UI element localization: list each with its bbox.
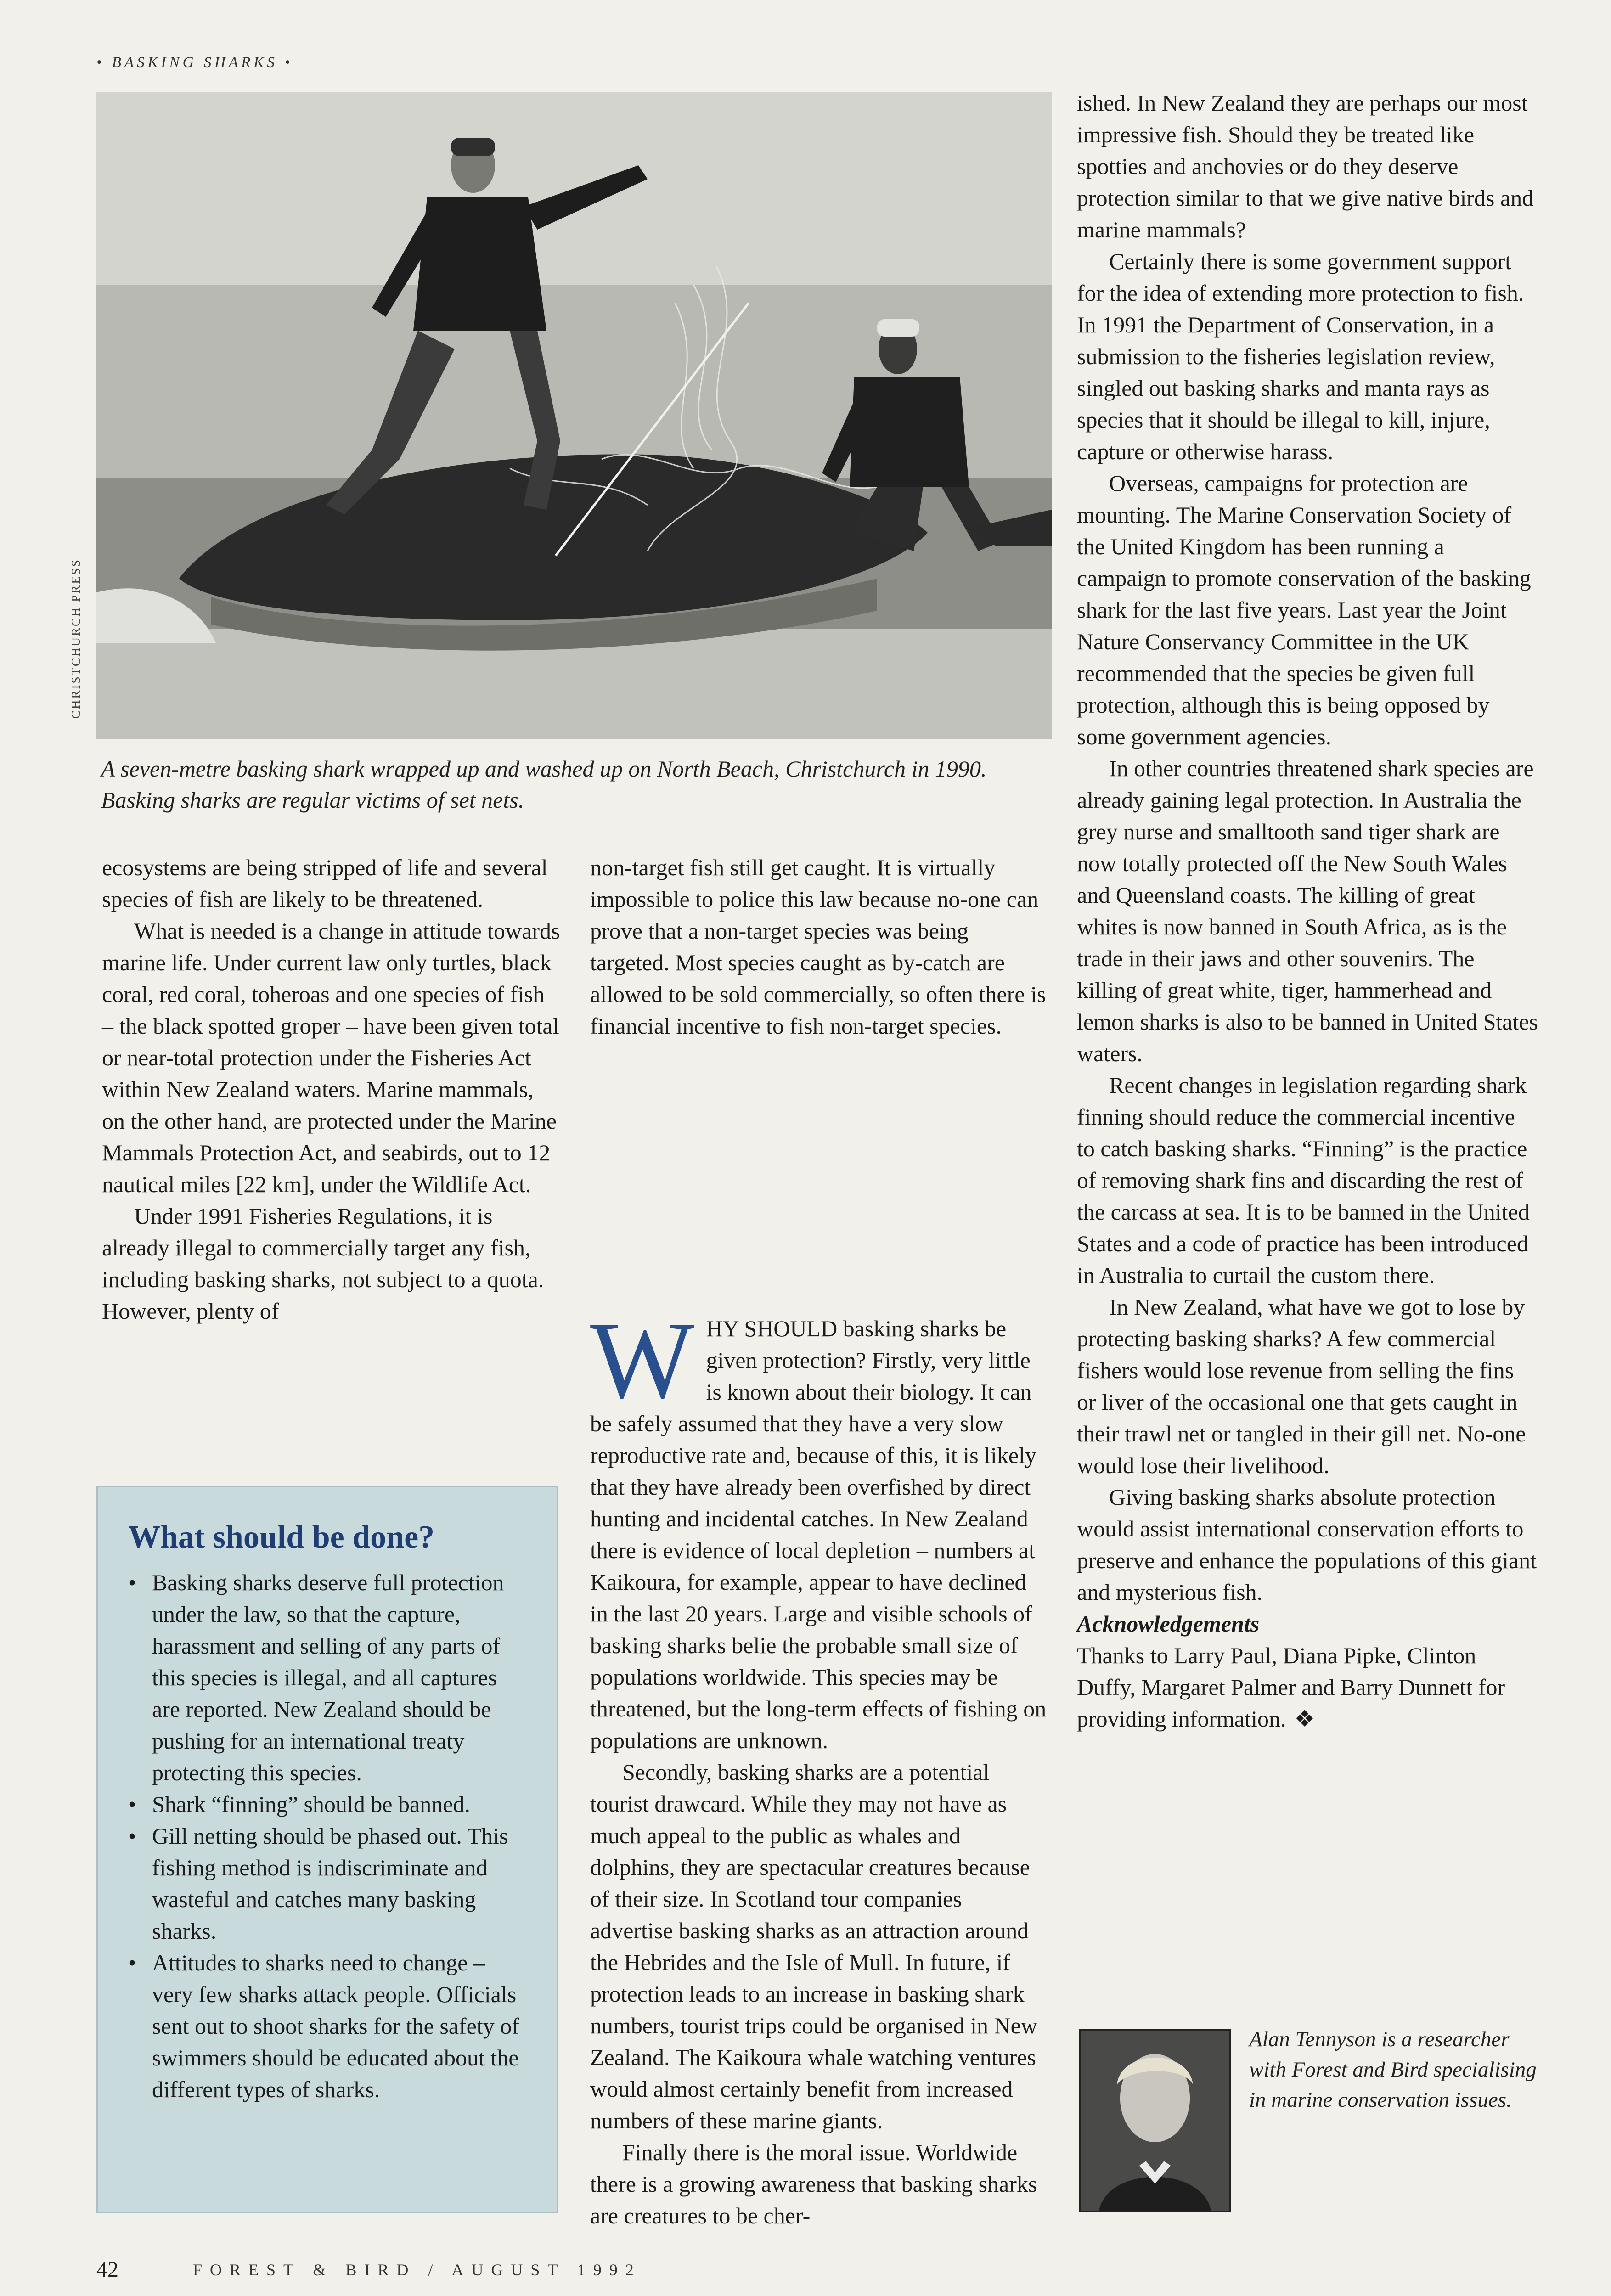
end-mark-icon: ❖ (1294, 1706, 1315, 1732)
column3-paragraph-4: In other countries threatened shark species are already gaining legal protection. In Australia the grey nurse and smalltooth sand tiger shark are now totally protected off the New South Wales and Queensland coasts. The killing of great whites is now banned in South Africa, as is the trade in their jaws and other souvenirs. The killing of great white, tiger, hammerhead and lemon sharks is also to be banned in United States waters. (1077, 755, 1538, 1066)
column3-paragraph-5: Recent changes in legislation regarding shark finning should reduce the commercial incentive to catch basking sharks. “Finning” is the practice of removing shark fins and discarding the rest of the carcass at sea. It is to be banned in the United States and a code of practice has been introduced in Australia to curtail the custom there. (1077, 1072, 1530, 1288)
column3-paragraph-2: Certainly there is some government support for the idea of extending more protection to fish. In 1991 the Department of Conservation, in a submission to the fisheries legislation review, singled out basking sharks and manta rays as species that it should be illegal to kill, injure, capture or otherwise harass. (1077, 248, 1524, 464)
sidebar-list-item (128, 1820, 529, 1947)
column3-paragraph-3: Overseas, campaigns for protection are mounting. The Marine Conservation Society of the United Kingdom has been running a campaign to promote conservation of the basking shark for the last five years. Last year the Joint Nature Conservancy Committee in the UK recommended that the species be given full protection, although this is being opposed by some government agencies. (1077, 470, 1531, 749)
shark-photo-illustration (96, 92, 1052, 739)
sidebar-item-text: Basking sharks deserve full protection under the law, so that the capture, harassment and selling of any parts of this species is illegal, and all captures are reported. New Zealand should be pushing for an international treaty protecting this species. (152, 1570, 504, 1785)
article-column-3 (1077, 87, 1538, 1735)
drop-cap: W (590, 1299, 694, 1421)
photo-credit: CHRISTCHURCH PRESS (69, 558, 83, 719)
article-column-2 (590, 852, 1049, 2232)
sidebar-list-item (128, 1789, 529, 1820)
sidebar-heading: What should be done? (128, 1519, 435, 1555)
column2-paragraph-2: Secondly, basking sharks are a potential tourist drawcard. While they may not have as much appeal to the public as whales and dolphins, they are spectacular creatures because of their size. In Scotland tour companies advertise basking sharks as an attraction around the Hebrides and the Isle of Mull. In future, if protection leads to an increase in basking shark numbers, tourist trips could be organised in New Zealand. The Kaikoura whale watching ventures would almost certainly benefit from increased numbers of these marine giants. (590, 1759, 1037, 2133)
column3-paragraph-7: Giving basking sharks absolute protection would assist international conservation efforts to preserve and enhance the populations of this giant and mysterious fish. (1077, 1484, 1537, 1605)
bullet-icon: • (128, 1570, 136, 1595)
column2-top-paragraph: non-target fish still get caught. It is virtually impossible to police this law because no-one can prove that a non-target species was being targeted. Most species caught as by-catch are allowed to be sold commercially, so often there is financial incentive to fish non-target species. (590, 855, 1046, 1039)
column1-paragraph-1: ecosystems are being stripped of life and several species of fish are likely to be threatened. (102, 855, 548, 912)
author-bio: Alan Tennyson is a researcher with Forest and Bird specialising in marine conservation issues. (1249, 2027, 1537, 2112)
sidebar-list-item (128, 1567, 529, 1789)
dropcap-paragraph-text: HY SHOULD basking sharks be given protection? Firstly, very little is known about their biology. It can be safely assumed that they have a very slow reproductive rate and, because of this, it is likely that they have already been overfished by direct hunting and incidental catches. In New Zealand there is evidence of local depletion – numbers at Kaikoura, for example, appear to have declined in the last 20 years. Large and visible schools of basking sharks belie the probable small size of populations worldwide. This species may be threatened, but the long-term effects of fishing on populations are unknown. (590, 1316, 1047, 1753)
column1-paragraph-3: Under 1991 Fisheries Regulations, it is already illegal to commercially target any fish, including basking sharks, not subject to a quota. However, plenty of (102, 1203, 544, 1324)
page-number: 42 (96, 2257, 118, 2282)
sidebar-list (128, 1567, 529, 2105)
what-should-be-done-sidebar (96, 1486, 558, 2213)
photo-caption: A seven-metre basking shark wrapped up and washed up on North Beach, Christchurch in 1990. Basking sharks are regular victims of set nets. (101, 756, 987, 813)
sidebar-item-text: Gill netting should be phased out. This fishing method is indiscriminate and wasteful and catches many basking sharks. (152, 1823, 508, 1944)
column2-dropcap-paragraph (590, 1299, 1049, 1756)
acknowledgements-body: Thanks to Larry Paul, Diana Pipke, Clinton Duffy, Margaret Palmer and Barry Dunnett for providing information. (1077, 1643, 1505, 1732)
bullet-icon: • (128, 1950, 136, 1975)
running-head: • BASKING SHARKS • (96, 54, 293, 71)
shark-photo (96, 92, 1052, 739)
sidebar-list-item (128, 1947, 529, 2105)
column1-paragraph-2: What is needed is a change in attitude towards marine life. Under current law only turtles, black coral, red coral, toheroas and one species of fish – the black spotted groper – have been given total or near-total protection under the Fisheries Act within New Zealand waters. Marine mammals, on the other hand, are protected under the Marine Mammals Protection Act, and seabirds, out to 12 nautical miles [22 km], under the Wildlife Act. (102, 918, 560, 1197)
bullet-icon: • (128, 1823, 136, 1849)
author-portrait-illustration (1081, 2031, 1229, 2211)
acknowledgements-text (1077, 1640, 1538, 1735)
column3-paragraph-6: In New Zealand, what have we got to lose by protecting basking sharks? A few commercial fishers would lose revenue from selling the fins or liver of the occasional one that gets caught in their trawl net or tangled in their gill net. No-one would lose their livelihood. (1077, 1294, 1526, 1478)
author-portrait (1079, 2029, 1231, 2212)
column3-paragraph-1: ished. In New Zealand they are perhaps our most impressive fish. Should they be treated like spotties and anchovies or do they deserve protection similar to that we give native birds and marine mammals? (1077, 90, 1534, 242)
sidebar-item-text: Shark “finning” should be banned. (152, 1791, 470, 1817)
column2-paragraph-3: Finally there is the moral issue. Worldwide there is a growing awareness that basking sharks are creatures to be cher- (590, 2139, 1037, 2228)
publication-footer: FOREST & BIRD / AUGUST 1992 (193, 2261, 642, 2279)
article-column-1 (102, 852, 561, 1327)
bullet-icon: • (128, 1791, 136, 1817)
sidebar-item-text: Attitudes to sharks need to change – very few sharks attack people. Officials sent out to shoot sharks for the safety of swimmers should be educated about the different types of sharks. (152, 1950, 519, 2102)
acknowledgements-heading: Acknowledgements (1077, 1611, 1260, 1637)
